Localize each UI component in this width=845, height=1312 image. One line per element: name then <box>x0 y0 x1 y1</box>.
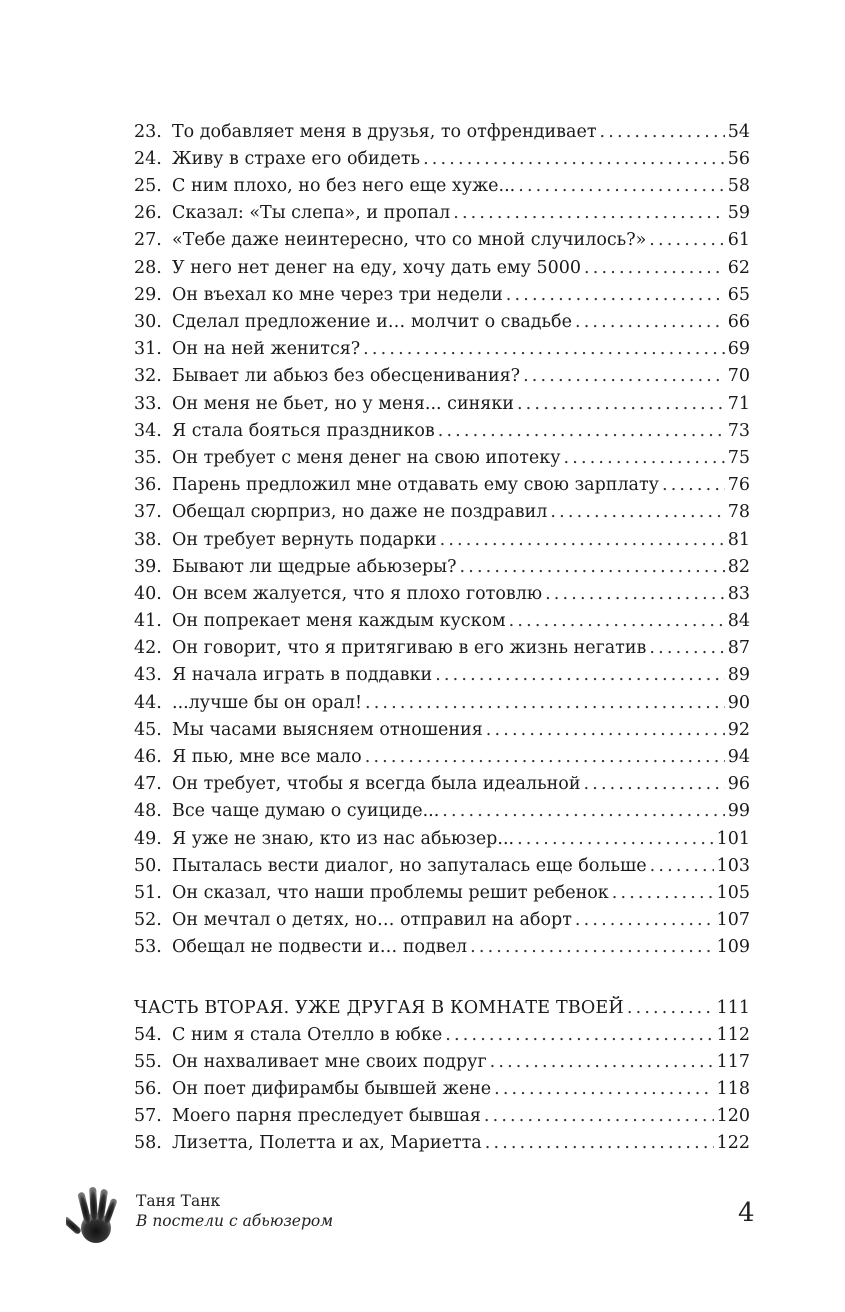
entry-title: Он въехал ко мне через три недели <box>172 284 503 305</box>
entry-page: 84 <box>727 611 750 632</box>
book-author: Таня Танк <box>136 1192 221 1210</box>
entry-number: 37. <box>134 502 162 523</box>
entry-title: Он сказал, что наши проблемы решит ребенок <box>172 882 609 903</box>
entry-number: 42. <box>134 638 162 659</box>
entry-page: 101 <box>716 828 750 849</box>
entry-page: 78 <box>727 502 750 523</box>
toc-entry[interactable] <box>134 413 750 440</box>
entry-number: 56. <box>134 1079 162 1100</box>
entry-number: 23. <box>134 121 162 142</box>
entry-title: Обещал сюрприз, но даже не поздравил <box>172 502 548 523</box>
toc-entry[interactable] <box>134 223 750 250</box>
entry-number: 50. <box>134 855 162 876</box>
entry-number: 35. <box>134 447 162 468</box>
entry-title: С ним я стала Отелло в юбке <box>172 1024 443 1045</box>
entry-page: 75 <box>727 447 750 468</box>
entry-title: Он на ней женится? <box>172 339 361 360</box>
dot-leader <box>523 368 725 386</box>
entry-page: 65 <box>727 284 750 305</box>
dot-leader <box>518 178 725 196</box>
entry-page: 90 <box>727 692 750 713</box>
entry-page: 83 <box>727 583 750 604</box>
entry-title: Он требует вернуть подарки <box>172 529 437 550</box>
dot-leader <box>650 858 714 876</box>
entry-page: 94 <box>727 747 750 767</box>
entry-page: 87 <box>727 638 750 659</box>
entry-number: 38. <box>134 529 162 550</box>
toc-entry[interactable] <box>134 1099 750 1126</box>
entry-number: 48. <box>134 801 162 822</box>
entry-number: 26. <box>134 203 162 224</box>
entry-title: Парень предложил мне отдавать ему свою зарплату <box>172 475 659 496</box>
hand-icon <box>66 1184 122 1246</box>
book-title: В постели с абьюзером <box>136 1212 334 1230</box>
dot-leader <box>584 260 725 278</box>
toc-part-heading[interactable] <box>134 990 750 1017</box>
entry-title: Все чаще думаю о суициде... <box>172 801 440 822</box>
entry-page: 82 <box>727 556 750 577</box>
dot-leader <box>484 1108 714 1126</box>
entry-page: 118 <box>716 1079 750 1100</box>
entry-number: 25. <box>134 176 162 197</box>
part-page: 111 <box>716 997 750 1018</box>
dot-leader <box>506 287 725 305</box>
entry-title: Сказал: «Ты слепа», и пропал <box>172 203 451 224</box>
toc-entry[interactable] <box>134 848 750 875</box>
entry-number: 47. <box>134 774 162 795</box>
entry-number: 44. <box>134 692 162 713</box>
entry-title: Он мечтал о детях, но… отправил на аборт <box>172 910 572 931</box>
toc-entry[interactable] <box>134 196 750 223</box>
entry-title: Мы часами выясняем отношения <box>172 719 483 740</box>
dot-leader <box>600 124 725 142</box>
entry-number: 46. <box>134 747 162 767</box>
entry-page: 70 <box>727 366 750 387</box>
entry-number: 54. <box>134 1024 162 1045</box>
toc-entry[interactable] <box>134 332 750 359</box>
dot-leader <box>453 205 724 223</box>
entry-number: 24. <box>134 148 162 169</box>
dot-leader <box>575 912 714 930</box>
toc-entry[interactable] <box>134 304 750 331</box>
toc-entry[interactable] <box>134 1071 750 1098</box>
toc-list-part-one <box>134 114 750 957</box>
entry-number: 53. <box>134 937 162 958</box>
entry-title: Я начала играть в поддавки <box>172 665 433 686</box>
entry-title: Он поет дифирамбы бывшей жене <box>172 1079 492 1100</box>
entry-title: Он меня не бьет, но у меня... синяки <box>172 393 514 414</box>
entry-title: У него нет денег на еду, хочу дать ему 5000 <box>172 257 582 278</box>
entry-title: «Тебе даже неинтересно, что со мной случилось?» <box>172 230 647 251</box>
entry-page: 120 <box>716 1106 750 1127</box>
toc-entry[interactable] <box>134 739 750 766</box>
toc-entry[interactable] <box>134 902 750 929</box>
toc-entry[interactable] <box>134 603 750 630</box>
entry-title: С ним плохо, но без него еще хуже... <box>172 176 516 197</box>
dot-leader <box>494 1081 714 1099</box>
toc-list-part-two <box>134 1017 750 1153</box>
entry-page: 92 <box>727 719 750 740</box>
entry-title: То добавляет меня в друзья, то отфрендивает <box>172 121 597 142</box>
dot-leader <box>445 1027 713 1045</box>
entry-title: Сделал предложение и… молчит о свадьбе <box>172 312 572 332</box>
dot-leader <box>438 423 725 441</box>
dot-leader <box>365 695 725 713</box>
part-title: ЧАСТЬ ВТОРАЯ. УЖЕ ДРУГАЯ В КОМНАТЕ ТВОЕЙ <box>134 997 624 1018</box>
dot-leader <box>509 613 725 631</box>
entry-page: 58 <box>727 176 750 197</box>
entry-page: 71 <box>727 393 750 414</box>
dot-leader <box>662 477 725 495</box>
toc-entry[interactable] <box>134 821 750 848</box>
entry-page: 99 <box>727 801 750 822</box>
entry-number: 41. <box>134 611 162 632</box>
toc-entry[interactable] <box>134 359 750 386</box>
dot-leader <box>435 667 725 685</box>
entry-page: 66 <box>727 312 750 332</box>
entry-number: 28. <box>134 257 162 278</box>
page-number: 4 <box>738 1198 755 1228</box>
entry-number: 32. <box>134 366 162 387</box>
entry-page: 117 <box>716 1051 750 1072</box>
toc-entry[interactable] <box>134 522 750 549</box>
toc-entry[interactable] <box>134 875 750 902</box>
toc-entry[interactable] <box>134 141 750 168</box>
entry-number: 52. <box>134 910 162 931</box>
entry-page: 96 <box>727 774 750 795</box>
entry-page: 54 <box>727 121 750 142</box>
entry-number: 57. <box>134 1106 162 1127</box>
entry-page: 122 <box>716 1133 750 1154</box>
entry-title: Моего парня преследует бывшая <box>172 1106 481 1127</box>
entry-title: Бывают ли щедрые абьюзеры? <box>172 556 457 577</box>
entry-title: Я стала бояться праздников <box>172 420 435 441</box>
toc-entry[interactable] <box>134 250 750 277</box>
entry-page: 103 <box>716 855 750 876</box>
entry-number: 58. <box>134 1133 162 1154</box>
dot-leader <box>575 314 725 332</box>
dot-leader <box>490 1054 714 1072</box>
dot-leader <box>440 532 725 550</box>
toc-entry[interactable] <box>134 631 750 658</box>
entry-title: Он говорит, что я притягиваю в его жизнь негатив <box>172 638 647 659</box>
entry-title: Живу в страхе его обидеть <box>172 148 421 169</box>
entry-title: Обещал не подвести и… подвел <box>172 937 468 958</box>
entry-title: Он требует с меня денег на свою ипотеку <box>172 447 561 468</box>
section-gap <box>134 957 750 990</box>
toc-entry[interactable] <box>134 685 750 712</box>
entry-number: 55. <box>134 1051 162 1072</box>
entry-page: 89 <box>727 665 750 686</box>
entry-title: Он требует, чтобы я всегда была идеальной <box>172 774 581 795</box>
toc-entry[interactable] <box>134 658 750 685</box>
entry-number: 27. <box>134 230 162 251</box>
dot-leader <box>517 396 725 414</box>
dot-leader <box>423 151 725 169</box>
dot-leader <box>649 232 724 250</box>
entry-number: 40. <box>134 583 162 604</box>
toc-entry[interactable] <box>134 168 750 195</box>
dot-leader <box>485 1135 714 1153</box>
entry-page: 59 <box>727 203 750 224</box>
dot-leader <box>584 776 725 794</box>
entry-number: 29. <box>134 284 162 305</box>
entry-title: ...лучше бы он орал! <box>172 692 362 713</box>
table-of-contents <box>134 114 750 1153</box>
toc-entry[interactable] <box>134 1044 750 1071</box>
toc-entry[interactable] <box>134 930 750 957</box>
entry-number: 30. <box>134 312 162 332</box>
entry-title: Он всем жалуется, что я плохо готовлю <box>172 583 543 604</box>
dot-leader <box>460 559 725 577</box>
entry-page: 109 <box>716 937 750 958</box>
dot-leader <box>470 939 713 957</box>
dot-leader <box>649 640 724 658</box>
entry-page: 107 <box>716 910 750 931</box>
dot-leader <box>365 749 725 767</box>
entry-page: 105 <box>716 882 750 903</box>
toc-entry[interactable] <box>134 549 750 576</box>
entry-title: Я пью, мне все мало <box>172 747 362 767</box>
entry-title: Бывает ли абьюз без обесценивания? <box>172 366 521 387</box>
toc-entry[interactable] <box>134 440 750 467</box>
dot-leader <box>442 803 724 821</box>
entry-title: Он нахваливает мне своих подруг <box>172 1051 487 1072</box>
entry-number: 34. <box>134 420 162 441</box>
entry-page: 76 <box>727 475 750 496</box>
entry-title: Он попрекает меня каждым куском <box>172 611 506 632</box>
dot-leader <box>545 586 725 604</box>
entry-page: 61 <box>727 230 750 251</box>
entry-page: 62 <box>727 257 750 278</box>
entry-number: 45. <box>134 719 162 740</box>
toc-entry[interactable] <box>134 712 750 739</box>
entry-page: 112 <box>716 1024 750 1045</box>
entry-page: 81 <box>727 529 750 550</box>
toc-entry[interactable] <box>134 1126 750 1153</box>
dot-leader <box>517 831 714 849</box>
toc-entry[interactable] <box>134 576 750 603</box>
toc-entry[interactable] <box>134 1017 750 1044</box>
entry-number: 51. <box>134 882 162 903</box>
entry-number: 36. <box>134 475 162 496</box>
dot-leader <box>486 722 725 740</box>
dot-leader <box>627 1000 714 1018</box>
dot-leader <box>363 341 725 359</box>
entry-number: 39. <box>134 556 162 577</box>
toc-entry[interactable] <box>134 467 750 494</box>
entry-page: 56 <box>727 148 750 169</box>
entry-page: 69 <box>727 339 750 360</box>
entry-number: 31. <box>134 339 162 360</box>
dot-leader <box>564 450 725 468</box>
dot-leader <box>550 504 724 522</box>
toc-entry[interactable] <box>134 767 750 794</box>
entry-number: 33. <box>134 393 162 414</box>
toc-entry[interactable] <box>134 277 750 304</box>
toc-entry[interactable] <box>134 794 750 821</box>
entry-title: Лизетта, Полетта и ах, Мариетта <box>172 1133 482 1154</box>
entry-number: 49. <box>134 828 162 849</box>
entry-page: 73 <box>727 420 750 441</box>
entry-title: Пыталась вести диалог, но запуталась еще больше <box>172 855 647 876</box>
entry-title: Я уже не знаю, кто из нас абьюзер... <box>172 828 515 849</box>
entry-number: 43. <box>134 665 162 686</box>
toc-entry[interactable] <box>134 495 750 522</box>
toc-entry[interactable] <box>134 114 750 141</box>
toc-entry[interactable] <box>134 386 750 413</box>
dot-leader <box>612 885 714 903</box>
